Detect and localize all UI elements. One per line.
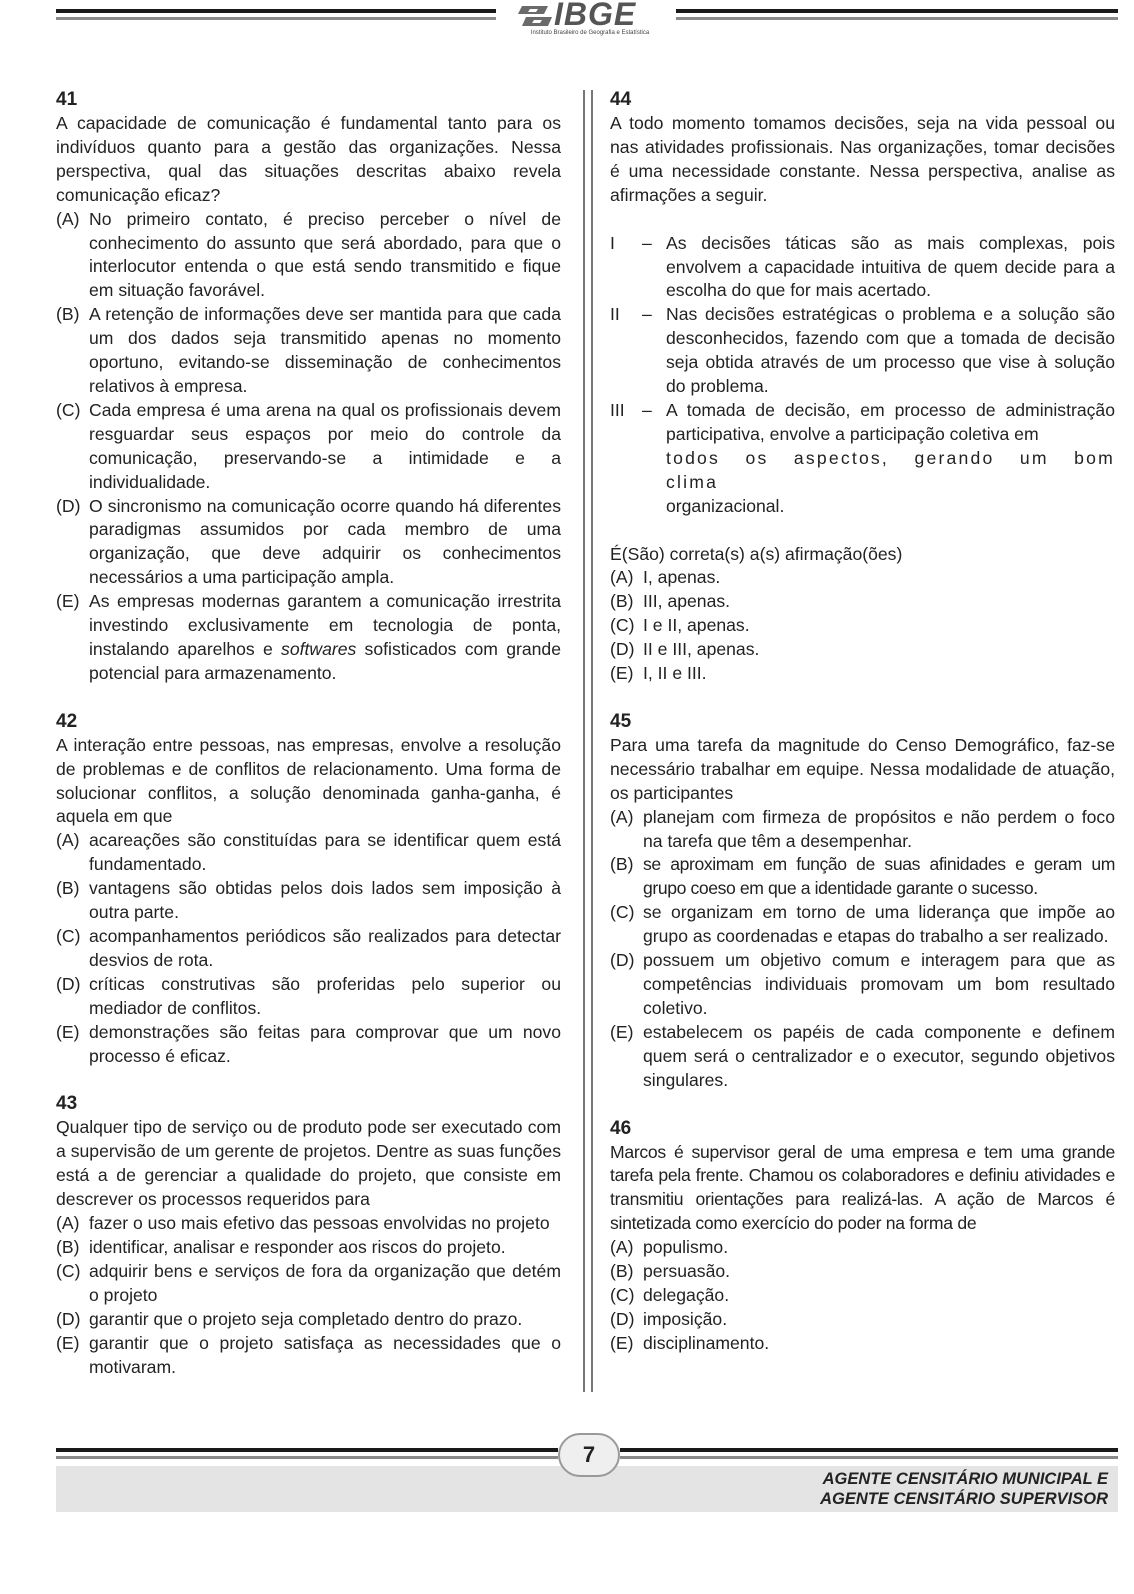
option-label: (B) (610, 854, 634, 875)
question-number: 44 (610, 89, 632, 110)
statement-i (610, 232, 1115, 304)
option-label: (D) (610, 639, 635, 660)
option-text (89, 590, 561, 686)
option-text: Cada empresa é uma arena na qual os profissionais devem resguardar seus espaços por meio do controle da comunicação, preservando-se a intimidade e a individualidade. (89, 399, 561, 492)
option-c (610, 1284, 1115, 1308)
left-column (56, 88, 561, 1379)
option-text: demonstrações são feitas para comprovar que um novo processo é eficaz. (89, 1021, 561, 1066)
question-46 (610, 1117, 1115, 1356)
footer-rule-left (56, 1448, 558, 1452)
option-text: planejam com firmeza de propósitos e não perdem o foco na tarefa que têm a desempenhar. (643, 806, 1115, 851)
logo-subtitle: Instituto Brasileiro de Geografia e Estatística (530, 30, 650, 36)
question-stem: A capacidade de comunicação é fundamental tanto para os indivíduos quanto para a gestão das organizações. Nessa perspectiva, qual das situações descritas abaixo revela comunicação eficaz? (56, 113, 561, 205)
option-e (610, 662, 1115, 686)
option-d (56, 1308, 561, 1332)
option-text: persuasão. (643, 1261, 731, 1282)
option-c (610, 901, 1115, 949)
question-41 (56, 88, 561, 686)
question-stem: A interação entre pessoas, nas empresas, envolve a resolução de problemas e de conflitos de relacionamento. Uma forma de solucionar conflitos, a solução denominada ganha-ganha, é aquela em que (56, 734, 561, 827)
option-text: II e III, apenas. (643, 639, 760, 660)
option-b (610, 853, 1115, 901)
option-c (56, 399, 561, 495)
option-text: O sincronismo na comunicação ocorre quando há diferentes paradigmas assumidos por cada membro de uma organização, que deve adquirir os conhecimentos necessários a uma participação ampla. (89, 495, 561, 588)
option-label: (E) (56, 591, 80, 612)
question-number: 45 (610, 710, 632, 732)
option-d (610, 638, 1115, 662)
footer-title (820, 1469, 1108, 1509)
option-label: (E) (56, 1332, 80, 1353)
option-text: I, apenas. (643, 567, 721, 588)
option-text: críticas construtivas são proferidas pelo superior ou mediador de conflitos. (89, 973, 561, 1018)
option-text: possuem um objetivo comum e interagem para que as competências individuais promovam um bom resultado coletivo. (643, 950, 1115, 1018)
statement-text: Nas decisões estratégicas o problema e a solução são desconhecidos, fazendo com que a tomada de decisão seja obtida através de um processo que vise à solução do problema. (666, 304, 1115, 397)
ibge-logo-icon (518, 4, 552, 28)
ibge-logo (510, 0, 670, 40)
option-a (610, 806, 1115, 854)
statement-numeral: I (610, 232, 615, 253)
statement-text: As decisões táticas são as mais complexas, pois envolvem a capacidade intuitiva de quem decide para a escolha do que for mais acertado. (666, 232, 1115, 301)
option-b (56, 1236, 561, 1260)
option-c (610, 614, 1115, 638)
option-d (56, 973, 561, 1021)
option-label: (C) (56, 926, 81, 946)
option-text: imposição. (643, 1308, 728, 1329)
option-text: vantagens são obtidas pelos dois lados sem imposição à outra parte. (89, 878, 561, 923)
option-a (56, 1212, 561, 1236)
option-text-italic: softwares (281, 638, 357, 659)
option-text: adquirir bens e serviços de fora da organização que detém o projeto (89, 1260, 561, 1305)
option-label: (B) (56, 878, 80, 899)
option-text: acareações são constituídas para se identificar quem está fundamentado. (89, 830, 561, 875)
footer-rule-right-gray (620, 1456, 1118, 1459)
option-label: (A) (56, 208, 80, 229)
option-text: A retenção de informações deve ser mantida para que cada um dos dados seja transmitido apenas no momento oportuno, evitando-se disseminação de conhecimentos relativos à empresa. (89, 304, 561, 396)
option-label: (E) (610, 663, 634, 684)
option-text: se organizam em torno de uma liderança que impõe ao grupo as coordenadas e etapas do trabalho a ser realizado. (643, 902, 1115, 947)
question-44 (610, 88, 1115, 686)
statement-dash: – (642, 399, 652, 420)
option-a (56, 829, 561, 877)
column-divider (583, 90, 593, 1392)
option-text-part: sofisticados com grande potencial para armazenamento. (89, 638, 561, 683)
question-stem: Para uma tarefa da magnitude do Censo Demográfico, faz-se necessário trabalhar em equipe. Nessa modalidade de atuação, os participantes (610, 734, 1115, 803)
logo-text: IBGE (554, 0, 637, 32)
option-d (610, 1308, 1115, 1332)
header-rule-left-gray (56, 17, 496, 20)
question-number: 46 (610, 1117, 632, 1139)
statement-text-part: organizacional. (666, 495, 785, 516)
option-c (56, 925, 561, 973)
option-text: populismo. (643, 1237, 729, 1258)
option-text: garantir que o projeto seja completado dentro do prazo. (89, 1308, 523, 1329)
option-e (610, 1332, 1115, 1356)
statement-numeral: III (610, 399, 625, 420)
question-45 (610, 710, 1115, 1093)
option-label: (B) (610, 591, 634, 612)
statement-text (666, 399, 1115, 519)
option-label: (A) (610, 806, 634, 827)
option-label: (D) (610, 950, 635, 971)
footer-title-line2: AGENTE CENSITÁRIO SUPERVISOR (820, 1490, 1108, 1508)
option-text: I e II, apenas. (643, 615, 750, 636)
option-label: (C) (56, 1260, 81, 1281)
option-label: (C) (56, 399, 81, 420)
option-text: identificar, analisar e responder aos riscos do projeto. (89, 1236, 506, 1257)
footer-rule-left-gray (56, 1456, 558, 1459)
option-label: (B) (610, 1261, 634, 1282)
question-prompt: É(São) correta(s) a(s) afirmação(ões) (610, 543, 903, 564)
question-stem: Qualquer tipo de serviço ou de produto pode ser executado com a supervisão de um gerente de projetos. Dentre as suas funções está a de gerenciar a qualidade do projeto, que consiste em descrever os processos requeridos para (56, 1117, 561, 1210)
statement-text-part: A tomada de decisão, em processo de administração participativa, envolve a participação coletiva em (666, 399, 1115, 444)
option-c (56, 1260, 561, 1308)
right-column (610, 88, 1115, 1356)
option-e (610, 1021, 1115, 1093)
statement-text-part: todos os aspectos, gerando um bom clima (666, 447, 1115, 492)
option-text: I, II e III. (643, 663, 707, 684)
option-label: (A) (56, 830, 80, 851)
header-rule-right (676, 9, 1118, 13)
option-label: (D) (56, 495, 81, 516)
question-number: 43 (56, 1093, 78, 1115)
option-text-part: As empresas modernas garantem a comunicação irrestrita investindo exclusivamente em tecnologia de ponta, instalando aparelhos e (89, 591, 561, 659)
header-rule-left (56, 9, 496, 13)
option-b (56, 877, 561, 925)
option-label: (A) (56, 1213, 80, 1234)
option-text: acompanhamentos periódicos são realizados para detectar desvios de rota. (89, 926, 561, 970)
footer-rule-right (620, 1448, 1118, 1452)
option-a (610, 566, 1115, 590)
option-text: disciplinamento. (643, 1332, 770, 1353)
statement-dash: – (642, 232, 652, 253)
option-a (610, 1236, 1115, 1260)
option-label: (A) (610, 567, 634, 588)
option-text: III, apenas. (643, 591, 731, 612)
question-stem: Marcos é supervisor geral de uma empresa e tem uma grande tarefa pela frente. Chamou os colaboradores e definiu atividades e transmitiu orientações para realizá-las. A ação de Marcos é sintetizada como exercício do poder na forma de (610, 1141, 1115, 1234)
option-e (56, 1021, 561, 1069)
option-text: estabelecem os papéis de cada componente e definem quem será o centralizador e o executor, segundo objetivos singulares. (643, 1021, 1115, 1090)
option-e (56, 590, 561, 686)
header-rule-right-gray (676, 17, 1118, 20)
option-b (610, 1260, 1115, 1284)
option-label: (C) (610, 615, 635, 636)
question-stem: A todo momento tomamos decisões, seja na vida pessoal ou nas atividades profissionais. Nas organizações, tomar decisões é uma necessidade constante. Nessa perspectiva, analise as afirmações a seguir. (610, 113, 1115, 205)
option-a (56, 208, 561, 304)
option-label: (E) (610, 1332, 634, 1353)
option-label: (D) (56, 1308, 81, 1329)
option-text: fazer o uso mais efetivo das pessoas envolvidas no projeto (89, 1213, 550, 1234)
page-number: 7 (558, 1433, 620, 1477)
option-text: garantir que o projeto satisfaça as necessidades que o motivaram. (89, 1332, 561, 1377)
option-e (56, 1332, 561, 1380)
option-label: (B) (56, 1236, 80, 1257)
statement-ii (610, 303, 1115, 399)
statement-numeral: II (610, 304, 620, 325)
footer-title-line1: AGENTE CENSITÁRIO MUNICIPAL E (822, 1470, 1108, 1488)
option-d (56, 495, 561, 591)
option-label: (E) (56, 1021, 80, 1042)
option-b (56, 303, 561, 399)
question-number: 41 (56, 89, 78, 110)
statement-dash: – (642, 304, 652, 325)
option-label: (C) (610, 902, 635, 923)
question-43 (56, 1092, 561, 1379)
option-text: se aproximam em função de suas afinidades e geram um grupo coeso em que a identidade garante o sucesso. (643, 854, 1115, 899)
option-d (610, 949, 1115, 1021)
question-number: 42 (56, 710, 78, 732)
option-label: (A) (610, 1237, 634, 1258)
option-label: (B) (56, 304, 80, 325)
option-label: (C) (610, 1284, 635, 1305)
option-b (610, 590, 1115, 614)
option-text: No primeiro contato, é preciso perceber o nível de conhecimento do assunto que será abordado, para que o interlocutor entenda o que está sendo transmitido e fique em situação favorável. (89, 208, 561, 301)
option-label: (E) (610, 1021, 634, 1042)
question-42 (56, 710, 561, 1069)
option-label: (D) (56, 973, 81, 994)
statement-iii (610, 399, 1115, 519)
option-label: (D) (610, 1308, 635, 1329)
option-text: delegação. (643, 1284, 730, 1305)
